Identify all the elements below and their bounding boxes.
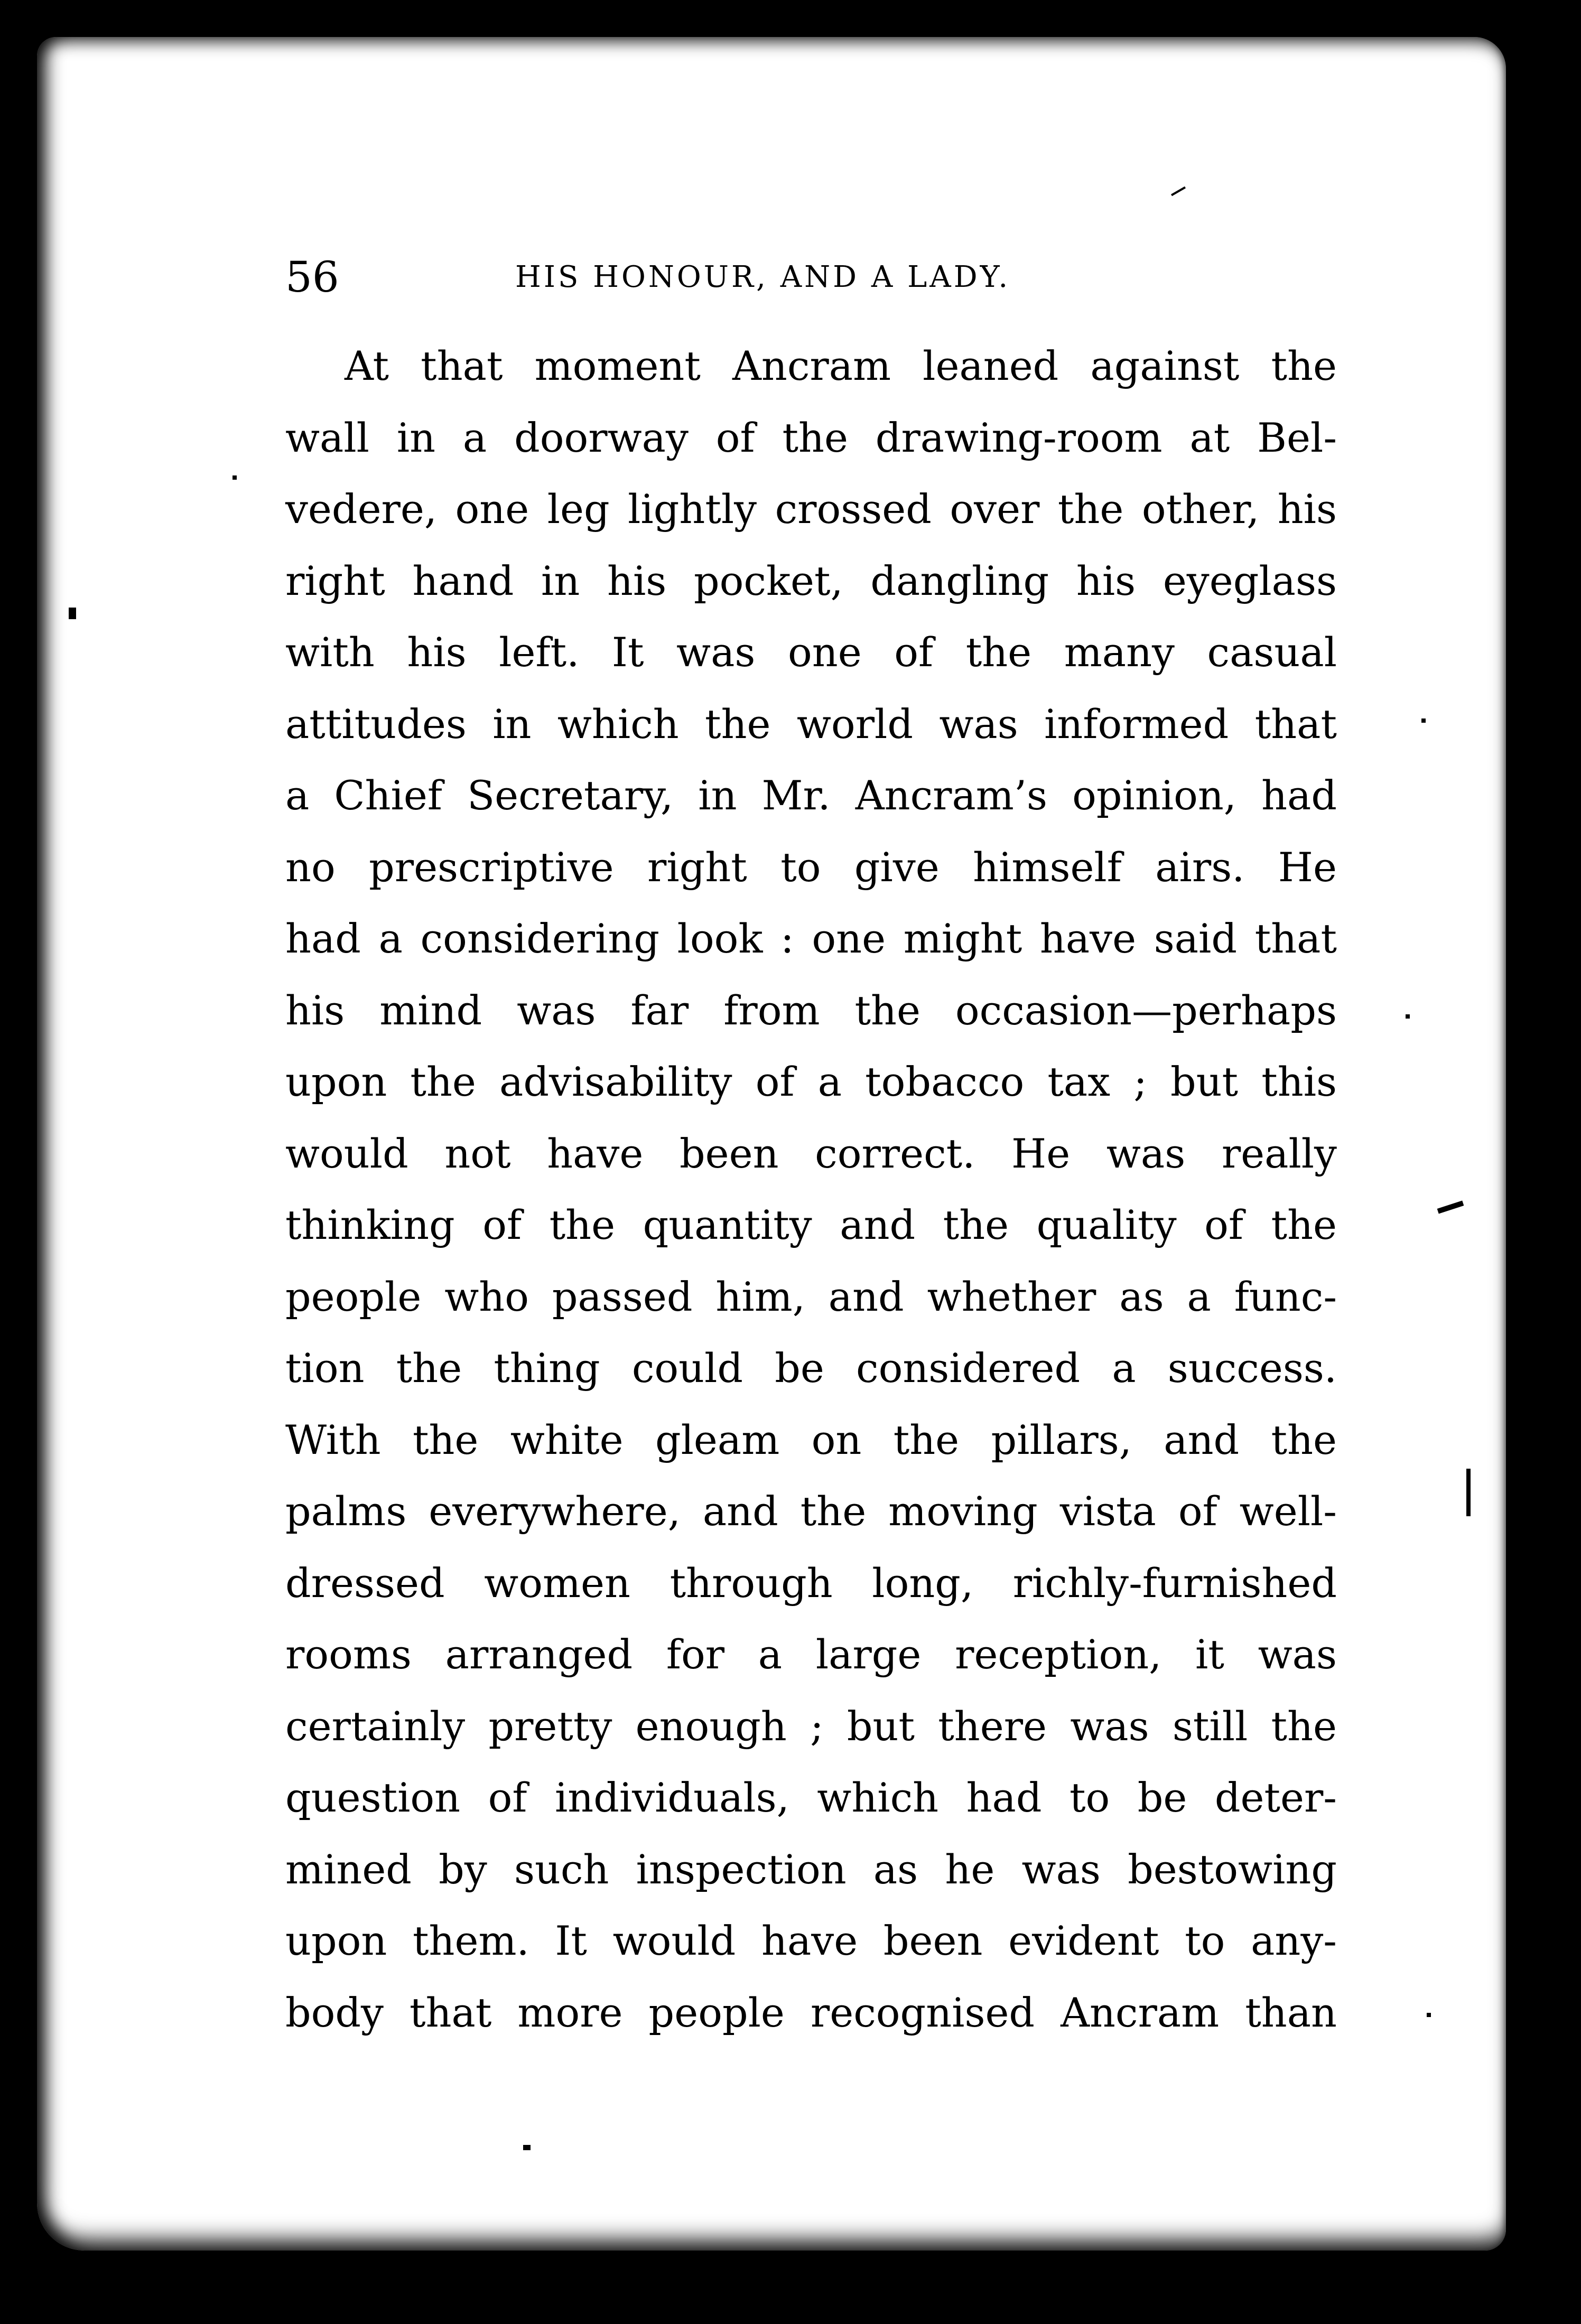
text-line: vedere, one leg lightly crossed over the other, his (285, 486, 1337, 533)
scan-speck (1466, 1469, 1471, 1516)
text-line: At that moment Ancram leaned against the (345, 342, 1337, 389)
scan-speck (1406, 1014, 1410, 1019)
text-line: had a considering look : one might have said that (285, 915, 1337, 962)
scan-speck (69, 608, 76, 619)
text-line: a Chief Secretary, in Mr. Ancram’s opinion, had (285, 772, 1337, 819)
text-line: question of individuals, which had to be deter- (285, 1774, 1337, 1821)
text-line: his mind was far from the occasion—perhaps (285, 986, 1337, 1034)
running-title: HIS HONOUR, AND A LADY. (515, 260, 1011, 294)
text-line: no prescriptive right to give himself airs. He (285, 843, 1337, 891)
body-paragraph (285, 330, 1337, 2052)
text-line: would not have been correct. He was really (285, 1130, 1337, 1177)
text-line: upon the advisability of a tobacco tax ; but this (285, 1058, 1337, 1105)
text-line: wall in a doorway of the drawing-room at Bel- (285, 414, 1337, 461)
text-line: thinking of the quantity and the quality of the (285, 1201, 1337, 1248)
page-number: 56 (285, 253, 339, 302)
scan-speck (1524, 2155, 1530, 2235)
text-line: dressed women through long, richly-furnished (285, 1559, 1337, 1607)
text-line: tion the thing could be considered a success. (285, 1345, 1337, 1392)
scan-speck (523, 2145, 531, 2150)
scan-speck (1427, 2013, 1431, 2017)
text-line: upon them. It would have been evident to any- (285, 1917, 1337, 1964)
text-line: rooms arranged for a large reception, it was (285, 1631, 1337, 1678)
text-line: body that more people recognised Ancram than (285, 1989, 1337, 2036)
text-line: palms everywhere, and the moving vista of well- (285, 1488, 1337, 1535)
text-line: attitudes in which the world was informed that (285, 700, 1337, 748)
text-line: mined by such inspection as he was bestowing (285, 1845, 1337, 1893)
text-line: with his left. It was one of the many casual (285, 629, 1337, 676)
page-header (285, 248, 1337, 306)
text-line: certainly pretty enough ; but there was still the (285, 1702, 1337, 1750)
text-line: With the white gleam on the pillars, and the (285, 1416, 1337, 1463)
scan-border-right (1522, 0, 1581, 2324)
scan-speck (232, 475, 237, 480)
scan-speck (1421, 718, 1426, 723)
text-line: right hand in his pocket, dangling his eyeglass (285, 557, 1337, 604)
text-line: people who passed him, and whether as a func- (285, 1273, 1337, 1320)
